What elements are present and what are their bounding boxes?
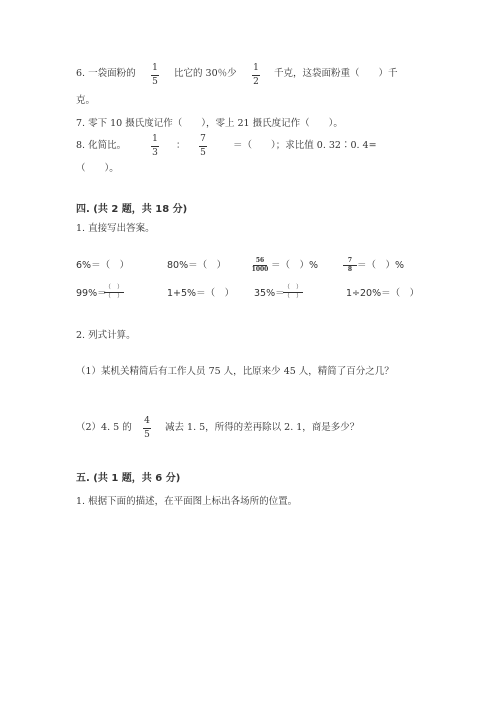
q7-text: 7. 零下 10 摄氏度记作（ ），零上 21 摄氏度记作（ ）。 — [76, 118, 343, 129]
q8-text-part1: 8. 化简比。 — [76, 140, 127, 151]
answer-item-7-8-fraction: 7 8 — [341, 258, 359, 273]
answer-item-35-percent: 35%＝ — [254, 288, 285, 299]
section-4-q2-2-fraction: 4 5 — [144, 416, 150, 440]
section-4-q2-1: （1）某机关精简后有工作人员 75 人，比原来少 45 人，精简了百分之几？ — [76, 366, 394, 377]
q6-text-part3: 千克，这袋面粉重（ ）千 — [274, 68, 398, 79]
section-4-q2-title: 2. 列式计算。 — [76, 330, 136, 341]
q6-fraction-2: 1 2 — [253, 63, 259, 87]
q6-fraction-1: 1 5 — [152, 63, 158, 87]
q8-fraction-2: 7 5 — [200, 134, 206, 158]
q6-text-part1: 6. 一袋面粉的 — [76, 68, 136, 79]
section-5-heading: 五. (共 1 题，共 6 分) — [76, 473, 181, 484]
section-4-heading: 四. (共 2 题，共 18 分) — [76, 204, 188, 215]
section-4-q2-2-part1: （2）4. 5 的 — [76, 422, 132, 433]
answer-item-35-percent-fraction-blank: （ ） （ ） — [283, 284, 302, 300]
q6-text-part4: 克。 — [76, 95, 96, 106]
q8-fraction-1: 1 3 — [152, 134, 158, 158]
q8-text-part2: ＝（ ）；求比值 0. 32∶0. 4= — [233, 140, 377, 151]
section-4-q1-title: 1. 直接写出答案。 — [76, 223, 155, 234]
answer-item-56-1000-fraction: 56 1000 — [251, 257, 269, 273]
q6-text-part2: 比它的 30％少 — [174, 68, 237, 79]
answer-item-80-percent: 80%＝（ ） — [167, 260, 227, 271]
q8-text-part3: （ ）。 — [76, 163, 119, 174]
answer-item-99-percent-fraction-blank: （ ） （ ） — [104, 284, 123, 300]
q8-colon: ： — [176, 140, 186, 151]
answer-item-7-8-rest: ＝（ ）% — [357, 260, 405, 271]
answer-item-1-div-20-percent: 1÷20%＝（ ） — [346, 288, 420, 299]
answer-item-6-percent: 6%＝（ ） — [76, 260, 130, 271]
section-4-q2-2-part2: 减去 1. 5，所得的差再除以 2. 1，商是多少？ — [165, 422, 360, 433]
answer-item-1-plus-5-percent: 1+5%＝（ ） — [167, 288, 235, 299]
section-5-q1-title: 1. 根据下面的描述，在平面图上标出各场所的位置。 — [76, 496, 298, 507]
answer-item-99-percent: 99%＝ — [76, 288, 107, 299]
answer-item-56-1000-rest: ＝（ ）% — [271, 260, 319, 271]
